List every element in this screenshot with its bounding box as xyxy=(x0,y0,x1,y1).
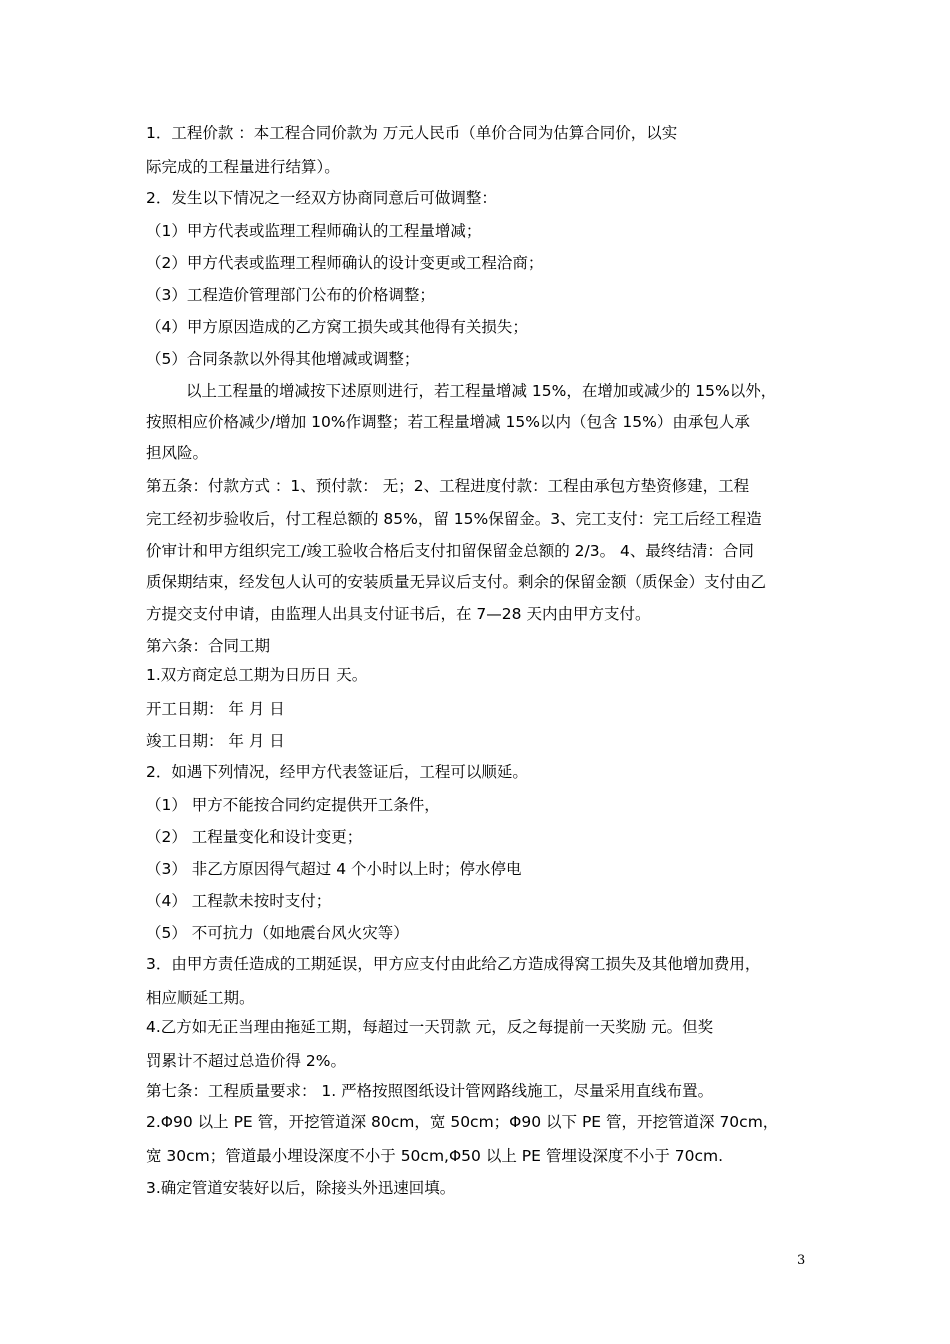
text-line: （4）甲方原因造成的乙方窝工损失或其他得有关损失； xyxy=(146,318,528,336)
text-line: 相应顺延工期。 xyxy=(146,989,255,1007)
text-line: 2．发生以下情况之一经双方协商同意后可做调整： xyxy=(146,189,497,207)
text-line: 3．由甲方责任造成的工期延误，甲方应支付由此给乙方造成得窝工损失及其他增加费用， xyxy=(146,955,761,973)
text-line: 完工经初步验收后，付工程总额的 85%，留 15%保留金。3、完工支付：完工后经工程造 xyxy=(146,510,762,528)
text-line: 担风险。 xyxy=(146,444,209,462)
text-line: 宽 30cm；管道最小埋设深度不小于 50cm,Φ50 以上 PE 管埋设深度不小于 70cm. xyxy=(146,1147,724,1165)
text-line: 1．工程价款 ：本工程合同价款为 万元人民币（单价合同为估算合同价，以实 xyxy=(146,124,678,142)
text-line: 第六条：合同工期 xyxy=(146,637,271,655)
text-line: 4.乙方如无正当理由拖延工期，每超过一天罚款 元，反之每提前一天奖励 元。但奖 xyxy=(146,1018,714,1036)
text-line: （3）工程造价管理部门公布的价格调整； xyxy=(146,286,435,304)
text-line: 2．如遇下列情况，经甲方代表签证后，工程可以顺延。 xyxy=(146,763,528,781)
text-line: 价审计和甲方组织完工/竣工验收合格后支付扣留保留金总额的 2/3。 4、最终结清：合同 xyxy=(146,542,754,560)
text-line: （4） 工程款未按时支付； xyxy=(146,892,332,910)
text-line: 质保期结束，经发包人认可的安装质量无异议后支付。剩余的保留金额（质保金）支付由乙 xyxy=(146,573,767,591)
text-line: 第七条：工程质量要求： 1. 严格按照图纸设计管网路线施工，尽量采用直线布置。 xyxy=(146,1082,714,1100)
text-line: 罚累计不超过总造价得 2%。 xyxy=(146,1052,347,1070)
text-line: （5）合同条款以外得其他增减或调整； xyxy=(146,350,420,368)
text-line: （5） 不可抗力（如地震台风火灾等） xyxy=(146,924,409,942)
text-line: 方提交支付申请，由监理人出具支付证书后，在 7—28 天内由甲方支付。 xyxy=(146,605,651,623)
text-line: 2.Φ90 以上 PE 管，开挖管道深 80cm，宽 50cm；Φ90 以下 PE 管，开挖管道深 70cm， xyxy=(146,1113,779,1131)
text-line: （2）甲方代表或监理工程师确认的设计变更或工程洽商； xyxy=(146,254,544,272)
text-line: 3.确定管道安装好以后，除接头外迅速回填。 xyxy=(146,1179,456,1197)
text-line: （1） 甲方不能按合同约定提供开工条件， xyxy=(146,796,440,814)
text-line: （1）甲方代表或监理工程师确认的工程量增减； xyxy=(146,222,482,240)
text-line: 以上工程量的增减按下述原则进行，若工程量增减 15%，在增加或减少的 15%以外， xyxy=(186,382,777,400)
text-line: 第五条：付款方式 ：1、预付款： 无；2、工程进度付款：工程由承包方垫资修建，工程 xyxy=(146,477,750,495)
text-line: （3） 非乙方原因得气超过 4 个小时以上时；停水停电 xyxy=(146,860,522,878)
page-number: 3 xyxy=(797,1253,806,1268)
text-line: 际完成的工程量进行结算）。 xyxy=(146,158,340,176)
text-line: 按照相应价格减少/增加 10%作调整；若工程量增减 15%以内（包含 15%）由承包人承 xyxy=(146,413,750,431)
text-line: 竣工日期： 年 月 日 xyxy=(146,732,285,750)
text-line: 1.双方商定总工期为日历日 天。 xyxy=(146,666,368,684)
text-line: 开工日期： 年 月 日 xyxy=(146,700,285,718)
text-line: （2） 工程量变化和设计变更； xyxy=(146,828,363,846)
